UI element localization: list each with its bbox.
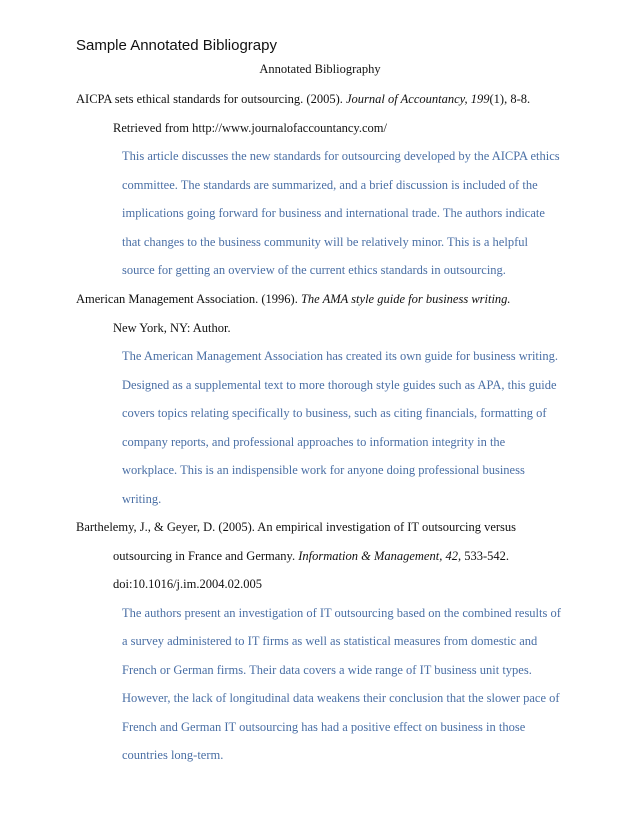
- annotation-line: Designed as a supplemental text to more thorough style guides such as APA, this guide: [122, 378, 557, 392]
- citation-line: [113, 548, 509, 564]
- annotation-line: committee. The standards are summarized, and a brief discussion is included of the: [122, 178, 538, 192]
- citation-line: [76, 291, 511, 307]
- citation-text: , 533-542.: [457, 549, 510, 563]
- citation-journal: Information & Management, 42: [298, 549, 458, 563]
- annotation-line: The American Management Association has created its own guide for business writing.: [122, 349, 559, 363]
- annotation-line: covers topics relating specifically to business, such as citing financials, formatting of: [122, 406, 547, 420]
- annotation-line: source for getting an overview of the current ethics standards in outsourcing.: [122, 263, 506, 277]
- annotation-line: that changes to the business community will be relatively minor. This is a helpful: [122, 235, 528, 249]
- citation-line: Barthelemy, J., & Geyer, D. (2005). An empirical investigation of IT outsourcing versus: [76, 520, 517, 534]
- citation-text: outsourcing in France and Germany.: [113, 549, 299, 563]
- annotation-line: a survey administered to IT firms as well as statistical measures from domestic and: [122, 634, 538, 648]
- citation-book-title: The AMA style guide for business writing.: [300, 292, 511, 306]
- citation-text: American Management Association. (1996).: [76, 292, 301, 306]
- document-title: [0, 62, 638, 77]
- citation-journal: Journal of Accountancy, 199: [346, 92, 490, 106]
- annotation-line: implications going forward for business and international trade. The authors indicate: [122, 206, 545, 220]
- annotation-line: However, the lack of longitudinal data weakens their conclusion that the slower pace of: [122, 691, 560, 705]
- citation-text: AICPA sets ethical standards for outsourcing. (2005).: [76, 92, 346, 106]
- citation-publisher: New York, NY: Author.: [113, 321, 231, 335]
- annotation-line: French and German IT outsourcing has had a positive effect on business in those: [122, 720, 526, 734]
- annotation-line: countries long-term.: [122, 748, 224, 762]
- annotation-line: This article discusses the new standards for outsourcing developed by the AICPA ethics: [122, 149, 560, 163]
- annotation-line: French or German firms. Their data covers a wide range of IT business unit types.: [122, 663, 532, 677]
- page-heading: Sample Annotated Bibliograpy: [76, 37, 277, 54]
- annotation-line: company reports, and professional approaches to information integrity in the: [122, 435, 506, 449]
- citation-text: (1), 8-8.: [489, 92, 531, 106]
- citation-line: [76, 91, 530, 107]
- annotation-line: writing.: [122, 492, 162, 506]
- citation-doi: doi:10.1016/j.im.2004.02.005: [113, 577, 262, 591]
- document-title-text: Annotated Bibliography: [259, 62, 381, 76]
- citation-url: Retrieved from http://www.journalofaccountancy.com/: [113, 121, 387, 135]
- annotation-line: The authors present an investigation of IT outsourcing based on the combined results of: [122, 606, 561, 620]
- annotation-line: workplace. This is an indispensible work for anyone doing professional business: [122, 463, 525, 477]
